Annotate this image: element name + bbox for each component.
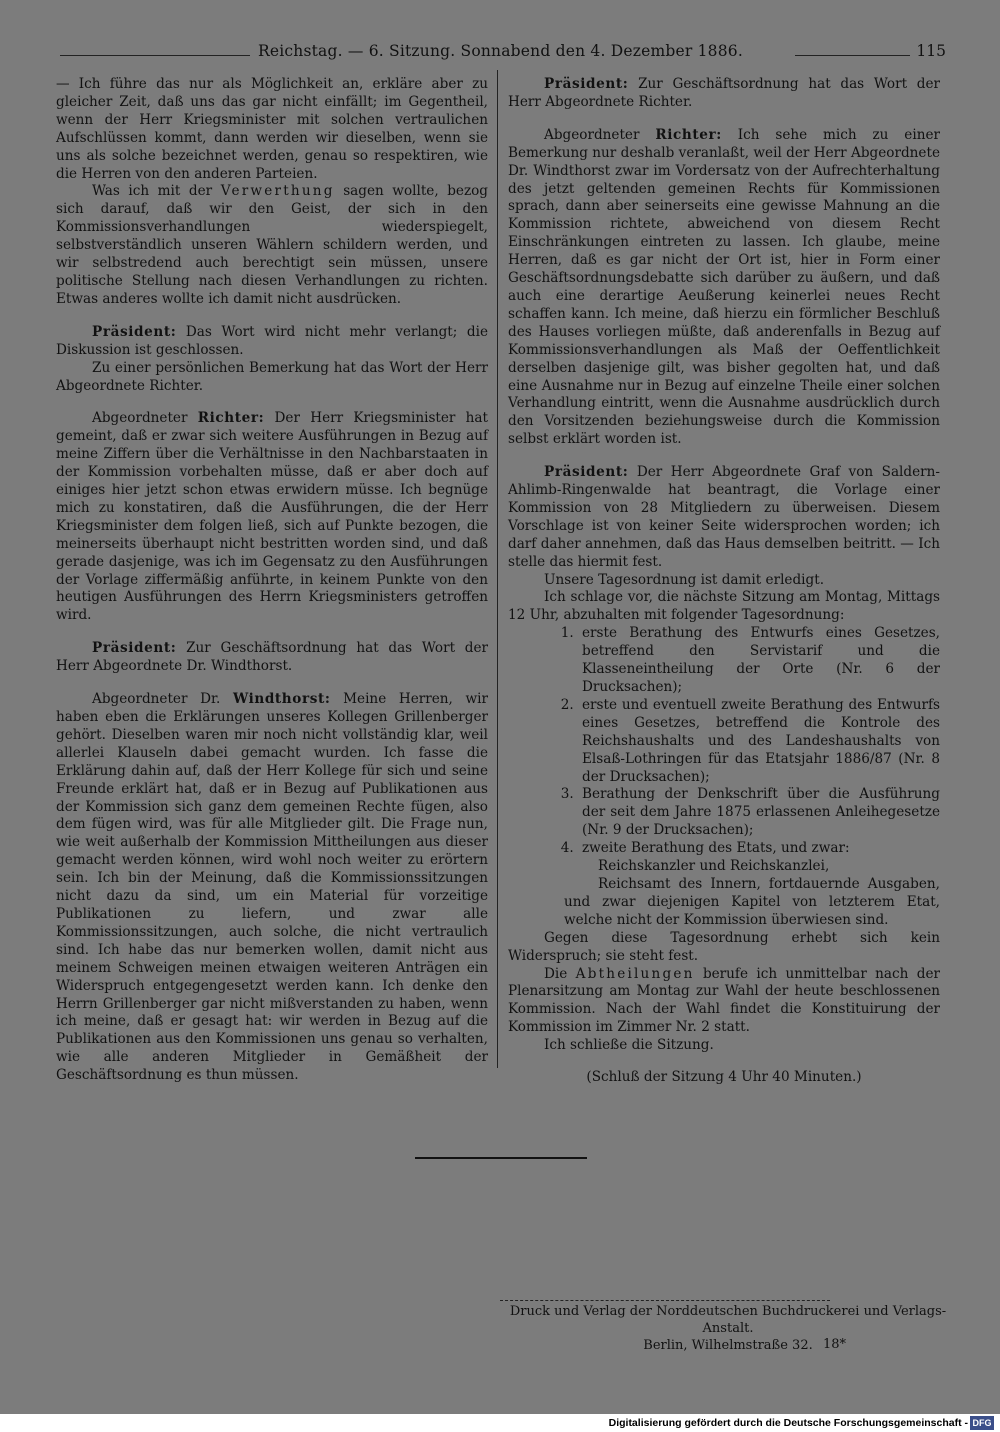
paragraph-text: Zur Geschäftsordnung hat das Wort der Herr Abgeordnete Dr. Windthorst. [56, 640, 488, 675]
paragraph: Ich schlage vor, die nächste Sitzung am Montag, Mittags 12 Uhr, abzuhalten mit folgender Tagesordnung: [508, 589, 940, 624]
speaker-intro: Abgeordneter [544, 126, 640, 143]
printer-line: Druck und Verlag der Norddeutschen Buchdruckerei und Verlags-Anstalt. [509, 1304, 947, 1336]
speaker-name: Richter: [655, 126, 722, 143]
column-divider [497, 70, 498, 1068]
paragraph: — Ich führe das nur als Möglichkeit an, erkläre aber zu gleicher Zeit, daß uns das gar nicht einfällt; im Gegentheil, wenn der Herr Kriegsminister mit solchen vertraulichen Aufschlüssen kommt, dann werden wir dieselben, wenn sie uns als solche bezeichnet werden, genau so respektiren, wie die Herren von den anderen Parteien. [56, 76, 488, 182]
speaker-name: Präsident: [544, 464, 629, 481]
speaker-name: Präsident: [544, 76, 629, 92]
paragraph-text: Der Herr Kriegsminister hat gemeint, daß er zwar sich weitere Ausführungen in Bezug auf meine Ziffern über die Verhältnisse in den Nachbarstaaten in der Kommission vorbehalten müsse, daß er aber doch auf einiges hier jetzt schon etwas erwidern müsse. Ich begnüge mich zu konstatiren, daß die Ausführungen, die der Herr Kriegsminister dem folgen ließ, sich auf Punkte bezogen, die meinerseits überhaupt nicht bestritten worden sind, und daß gerade dasjenige, was ich im Gegensatz zu den Ausführungen der Vorlage ziffermäßig anführte, in keinem Punkte von den heutigen Ausführungen des Herrn Kriegsministers getroffen wird. [56, 410, 489, 624]
spaced-emphasis: Verwerthung [220, 183, 335, 200]
agenda-item: 2. erste und eventuell zweite Berathung des Entwurfs eines Gesetzes, betreffend die Kontrole des Reichshaushalts und des Landeshaushalts von Elsaß-Lothringen für das Etatsjahr 1886/87 (Nr. 8 der Drucksachen); [578, 697, 940, 787]
agenda-list [508, 625, 940, 858]
paragraph: Zu einer persönlichen Bemerkung hat das Wort der Herr Abgeordnete Richter. [56, 359, 488, 394]
paragraph [56, 410, 488, 625]
speaker-name: Präsident: [92, 323, 177, 340]
dfg-logo-icon: DFG [970, 1416, 994, 1430]
paragraph-text: Das Wort wird nicht mehr verlangt; die Diskussion ist geschlossen. [56, 323, 488, 358]
paragraph [508, 464, 940, 571]
paragraph-text: Zur Geschäftsordnung hat das Wort der Herr Abgeordnete Richter. [508, 76, 940, 110]
paragraph: Gegen diese Tagesordnung erhebt sich kein Widerspruch; sie steht fest. [508, 929, 940, 964]
paragraph-text: Der Herr Abgeordnete Graf von Saldern-Ahlimb-Ringenwalde hat beantragt, die Vorlage einer Kommission von 28 Mitgliedern zu überweisen. Diesem Vorschlage ist von keiner Seite widersprochen worden; ich darf daher annehmen, daß das Haus demselben beitritt. — Ich stelle das hiermit fest. [508, 464, 940, 570]
paragraph-text: berufe ich unmittelbar nach der Plenarsitzung am Montag zur Wahl der heute beschlossenen Kommission. Nach der Wahl findet die Konstituirung der Kommission im Zimmer Nr. 2 statt. [508, 965, 941, 1036]
paragraph-text: Meine Herren, wir haben eben die Erklärungen unseres Kollegen Grillenberger gehört. Dieselben waren mir noch nicht vollständig klar, weil allerlei Klauseln dabei gemacht wurden. Ich fasse die Erklärung dahin auf, daß der Herr Kollege für sich und seine Freunde erklärt hat, daß er in Bezug auf Publikationen aus der Kommission sich ganz dem gemeinen Rechte fügen, also dem fügen wird, was für alle Mitglieder gilt. Die Frage nun, wie weit außerhalb der Kommission Mittheilungen aus dieser gemacht werden können, wird wohl noch weiter zu erörtern sein. Ich bin der Meinung, daß die Kommissionssitzungen nicht dazu da sind, um ein Material für vorzeitige Publikationen zu liefern, und zwar alle Kommissionssitzungen, auch solche, die nicht vertraulich sind. Ich habe das nur bemerken wollen, damit nicht aus meinem Schweigen meinen etwaigen weiteren Anträgen ein Widerspruch entgegengesetzt werden kann. Ich denke den Herrn Grillenberger gar nicht mißverstanden zu haben, wenn ich meine, daß er gesagt hat: wir werden in Bezug auf die Publikationen aus den Kommissionen uns genau so verhalten, wie alle anderen Mitglieder in Gemäßheit der Geschäftsordnung es thun müssen. [56, 691, 488, 1084]
section-end-rule [415, 1157, 587, 1159]
paragraph [56, 324, 488, 360]
speaker-name: Windthorst: [232, 691, 331, 708]
paragraph [508, 966, 940, 1038]
header-rule-left [60, 55, 250, 56]
paragraph [56, 183, 488, 308]
running-title: Reichstag. — 6. Sitzung. Sonnabend den 4. Dezember 1886. [258, 42, 743, 60]
agenda-subitem: Reichsamt des Innern, fortdauernde Ausgaben, und zwar diejenigen Kapitel von letzterem Etat, welche nicht der Kommission überwiesen sind. [564, 875, 940, 928]
printer-address: Berlin, Wilhelmstraße 32. [643, 1338, 813, 1353]
speaker-name: Präsident: [92, 640, 177, 657]
paragraph-text: sagen wollte, bezog sich darauf, daß wir den Geist, der sich in den Kommissionsverhandlungen wiederspiegelt, selbstverständlich unseren Wählern schildern werden, und wir selbstredend auch berechtigt sein müssen, unsere politische Stellung nach diesen Verhandlungen zu richten. Etwas anderes wollte ich damit nicht ausdrücken. [56, 183, 488, 307]
paragraph [56, 691, 488, 1085]
paragraph-text: Was ich mit der [92, 183, 213, 200]
page-number: 115 [916, 42, 946, 60]
header-rule-right [795, 55, 910, 56]
agenda-subitems [508, 858, 940, 930]
closing-note: (Schluß der Sitzung 4 Uhr 40 Minuten.) [586, 1069, 862, 1086]
paragraph [508, 127, 940, 449]
agenda-subitem: Reichskanzler und Reichskanzlei, [598, 858, 830, 875]
paragraph [508, 76, 940, 112]
speaker-intro: Abgeordneter Dr. [92, 691, 221, 708]
printer-rule [500, 1300, 830, 1302]
page-header [60, 42, 946, 64]
paragraph: Ich schließe die Sitzung. [544, 1037, 714, 1054]
speaker-name: Richter: [197, 410, 265, 427]
spaced-emphasis: Abtheilungen [575, 965, 695, 982]
agenda-item: 1. erste Berathung des Entwurfs eines Gesetzes, betreffend den Servistarif und die Klasseneintheilung der Orte (Nr. 6 der Drucksachen); [578, 625, 940, 697]
paragraph-text: Ich sehe mich zu einer Bemerkung nur deshalb veranlaßt, weil der Herr Abgeordnete Dr. Windthorst zwar im Vordersatz von der Aufrechterhaltung des jetzt geltenden gemeinen Rechts für Kommissionen sprach, dann aber seinerseits eine gewisse Mahnung an die Kommission richtete, abweichend von diesem Recht Einschränkungen eintreten zu lassen. Ich glaube, meine Herren, daß es gar nicht der Ort ist, hier in Form einer Geschäftsordnungsdebatte sich darüber zu äußern, und daß auch eine derartige Aeußerung keinerlei neues Recht schaffen kann. Ich meine, daß hierzu ein förmlicher Beschluß des Hauses vorliegen müßte, daß anderenfalls in Bezug auf Kommissionsverhandlungen als Maß der Oeffentlichkeit derselben dasjenige gilt, was bisher gegolten hat, und daß eine Ausnahme nur in Bezug auf einzelne Theile einer solchen Verhandlung eintritt, wenn die Ausnahme ausdrücklich durch den Vorsitzenden beziehungsweise durch die Kommission selbst erklärt worden ist. [508, 126, 940, 448]
paragraph: Unsere Tagesordnung ist damit erledigt. [544, 571, 825, 588]
paragraph-text: Die [544, 965, 568, 982]
right-column [508, 76, 940, 1087]
sheet-mark: 18* [823, 1337, 847, 1352]
printer-imprint [508, 1303, 948, 1354]
paragraph [56, 640, 488, 676]
funding-notice: Digitalisierung gefördert durch die Deutsche Forschungsgemeinschaft - [608, 1417, 968, 1429]
speaker-intro: Abgeordneter [92, 410, 188, 427]
agenda-item: 4. zweite Berathung des Etats, und zwar: [578, 840, 940, 858]
agenda-item: 3. Berathung der Denkschrift über die Ausführung der seit dem Jahre 1875 erlassenen Anleihegesetze (Nr. 9 der Drucksachen); [578, 786, 940, 840]
left-column [56, 76, 488, 1085]
